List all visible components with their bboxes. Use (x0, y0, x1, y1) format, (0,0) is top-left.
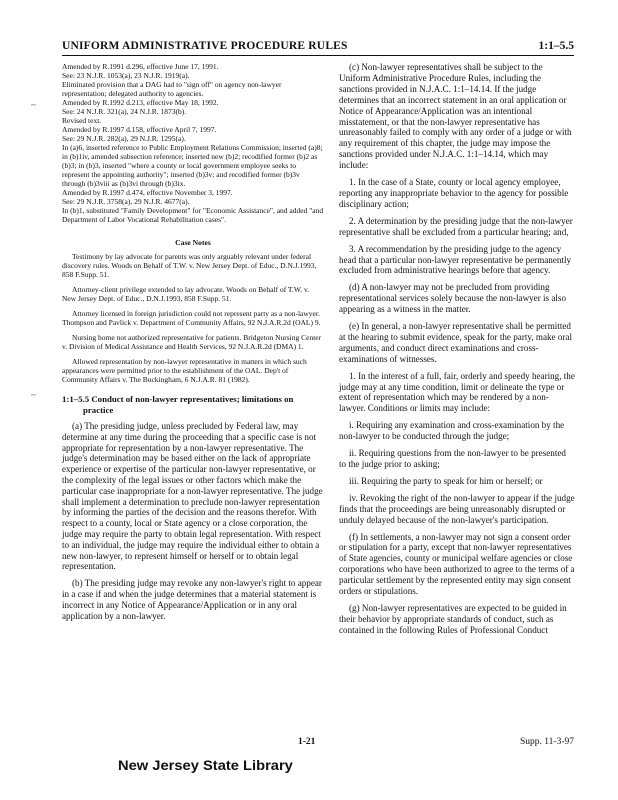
history-line: Revised text. (62, 116, 102, 125)
section-heading: 1:1–5.5 Conduct of non-lawyer representatives; limitations on practice (62, 394, 294, 415)
rule-paragraph: (f) In settlements, a non-lawyer may not sign a consent order or stipulation for a party, except that non-lawyer representatives of State agencies, county or municipal welfare agencies or close corporations who have been authorized to agree to the terms of a particular settlement by the represented entity may sign consent orders or stipulations. (339, 531, 575, 597)
history-notes (62, 62, 324, 224)
history-line: In (b)1, substituted "Family Development" for "Economic Assistance", and added "and Department of Labor Vocational Rehabilitation cases". (62, 206, 324, 224)
history-line: In (a)6, inserted reference to Public Employment Relations Commission; inserted (a)8; in (b)1iv, amended subsection reference; inserted new (b)2; recodified former (b)2 as (b)3; in (b)3, inserted "where a county or local government employee seeks to represent the appointing authority"; inserted (b)3v; and recodified former (b)3v through (b)3viii as (b)3vi through (b)3ix. (62, 143, 323, 188)
history-line: Amended by R.1997 d.474, effective November 3, 1997. (62, 188, 233, 197)
history-line: Eliminated provision that a DAG had to "sign off" on agency non-lawyer representation; delegated authority to agencies. (62, 80, 282, 98)
margin-mark: ~ (31, 100, 36, 110)
case-note: Allowed representation by non-lawyer representative in matters in which such appearances were permitted prior to the establishment of the OAL. Dep't of Community Affairs v. The Buckingham, 6 N.J.A.R. 81 (1982). (62, 357, 307, 384)
rule-subparagraph: 3. A recommendation by the presiding judge to the agency head that a particular non-lawyer representative be permanently excluded from administrative hearings before that agency. (339, 243, 572, 276)
margin-mark: ~ (31, 390, 36, 400)
supplement-date: Supp. 11-3-97 (519, 737, 574, 747)
running-header-section: 1:1–5.5 (538, 40, 574, 52)
page-number: 1-21 (298, 737, 316, 747)
history-line: See: 24 N.J.R. 321(a), 24 N.J.R. 1873(b). (62, 107, 187, 116)
rule-paragraph: (b) The presiding judge may revoke any non-lawyer's right to appear in a case if and when the judge determines that a material statement is incorrect in any Notice of Appearance/Application or in any oral application by a non-lawyer. (62, 578, 322, 621)
left-column (62, 62, 324, 627)
rule-paragraph: (c) Non-lawyer representatives shall be subject to the Uniform Administrative Procedure Rules, including the sanctions provided in N.J.A.C. 1:1–14.14. If the judge determines that an incorrect statement in an oral application or Notice of Appearance/Application was an intentional misstatement, or that the non-lawyer representative has unreasonably failed to comply with any order of a judge or with any requirement of this chapter, the judge may impose the sanctions provided under N.J.A.C. 1:1–14.14, which may include: (339, 62, 572, 171)
rule-paragraph: (a) The presiding judge, unless precluded by Federal law, may determine at any time during the proceeding that a specific case is not appropriate for representation by a non-lawyer representative. The judge's determination may be based either on the lack of appropriate experience or expertise of the particular non-lawyer representative, or the complexity of the legal issues or other factors which make the particular case inappropriate for a non-lawyer representative. The judge shall implement a determination to preclude non-lawyer representation by informing the parties of the decision and the reasons therefor. With respect to a county, local or State agency or a close corporation, the judge may require the party to obtain legal representation. With respect to an individual, the judge may require the individual either to obtain a new non-lawyer, to represent himself or herself or to obtain legal representation. (62, 421, 323, 572)
header-rule (62, 55, 574, 56)
history-line: See: 29 N.J.R. 282(a), 29 N.J.R. 1295(a). (62, 134, 186, 143)
rule-paragraph: (e) In general, a non-lawyer representative shall be permitted at the hearing to submit evidence, speak for the party, make oral arguments, and conduct direct examinations and cross-examinations of witnesses. (339, 321, 572, 364)
right-column (339, 62, 575, 642)
rule-subparagraph: ii. Requiring questions from the non-lawyer to be presented to the judge prior to asking; (339, 448, 566, 469)
rule-subparagraph: iii. Requiring the party to speak for him or herself; or (349, 475, 543, 486)
case-note: Testimony by lay advocate for parents was only arguably relevant under federal discovery rules. Woods on Behalf of T.W. v. New Jersey Dept. of Educ., D.N.J.1993, 858 F.Supp. 51. (62, 252, 317, 279)
case-note: Nursing home not authorized representative for patients. Bridgeton Nursing Center v. Division of Medical Assistance and Health Services, 92 N.J.A.R.2d (DMA) 1. (62, 333, 322, 351)
rule-paragraph: (g) Non-lawyer representatives are expected to be guided in their behavior by appropriate standards of conduct, such as contained in the following Rules of Professional Conduct (339, 602, 567, 635)
rule-subparagraph: 2. A determination by the presiding judge that the non-lawyer representative shall be excluded from a particular hearing; and, (339, 215, 573, 237)
history-line: See: 23 N.J.R. 1053(a), 23 N.J.R. 1919(a). (62, 71, 190, 80)
history-line: Amended by R.1991 d.296, effective June 17, 1991. (62, 62, 219, 71)
rule-subparagraph: iv. Revoking the right of the non-lawyer to appear if the judge finds that the proceedings are being unreasonably disrupted or unduly delayed because of the non-lawyer's participation. (339, 492, 575, 525)
case-notes (62, 252, 324, 384)
rule-subparagraph: i. Requiring any examination and cross-examination by the non-lawyer to be conducted through the judge; (339, 420, 565, 442)
history-line: Amended by R.1997 d.158, effective April 7, 1997. (62, 125, 217, 134)
case-note: Attorney licensed in foreign jurisdiction could not represent party as a non-lawyer. Thompson and Pavlick v. Department of Community Affairs, 92 N.J.A.R.2d (OAL) 9. (62, 309, 321, 327)
library-stamp: New Jersey State Library (118, 757, 293, 773)
rule-subparagraph: 1. In the interest of a full, fair, orderly and speedy hearing, the judge may at any time condition, limit or delineate the type or extent of representation which may be rendered by a non-lawyer. Conditions or limits may include: (339, 370, 575, 414)
case-note: Attorney-client privilege extended to lay advocate. Woods on Behalf of T.W. v. New Jersey Dept. of Educ., D.N.J.1993, 858 F.Supp. 51. (62, 285, 310, 303)
history-line: See: 29 N.J.R. 3758(a), 29 N.J.R. 4677(a). (62, 197, 190, 206)
running-header-title: UNIFORM ADMINISTRATIVE PROCEDURE RULES (62, 40, 348, 52)
history-line: Amended by R.1992 d.213, effective May 18, 1992. (62, 98, 219, 107)
case-notes-heading: Case Notes (175, 238, 211, 247)
rule-subparagraph: 1. In the case of a State, county or local agency employee, reporting any inappropriate behavior to the agency for possible disciplinary action; (339, 177, 569, 209)
rule-paragraph: (d) A non-lawyer may not be precluded from providing representational services solely because the non-lawyer is also appearing as a witness in the matter. (339, 282, 567, 315)
